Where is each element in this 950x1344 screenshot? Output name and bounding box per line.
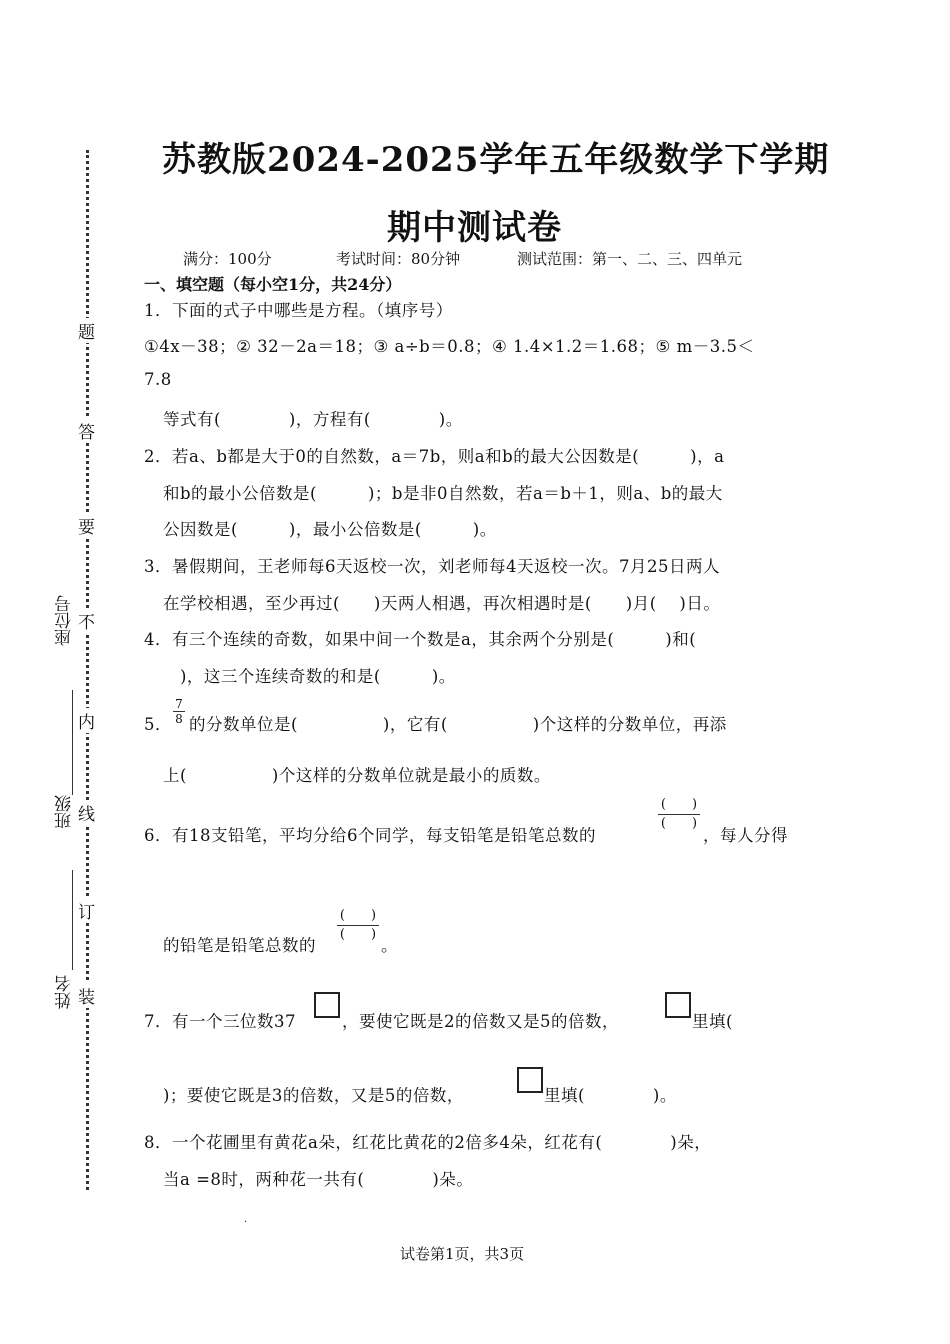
q7-box-3 xyxy=(517,1067,543,1093)
q1-line4: 等式有( )，方程有( )。 xyxy=(163,410,463,429)
q6-fraction-1-denominator: ( ) xyxy=(660,816,698,831)
seat-underline xyxy=(72,690,74,795)
q7-box-2 xyxy=(665,992,691,1018)
q7-line2-a: )；要使它既是3的倍数，又是5的倍数， xyxy=(163,1086,464,1105)
warning-char-1: 题 xyxy=(78,318,95,343)
full-score: 满分：100分 xyxy=(183,250,272,268)
q3-line1: 3．暑假期间，王老师每6天返校一次，刘老师每4天返校一次。7月25日两人 xyxy=(144,557,720,576)
q1-line3: 7.8 xyxy=(144,370,172,389)
q7-box-1 xyxy=(314,992,340,1018)
q7-line1-a: 7．有一个三位数37 xyxy=(144,1012,296,1031)
q5-line2: 上( )个这样的分数单位就是最小的质数。 xyxy=(163,766,551,785)
q8-line2: 当a =8时，两种花一共有( )朵。 xyxy=(163,1170,474,1189)
q4-line1: 4．有三个连续的奇数，如果中间一个数是a，其余两个分别是( )和( xyxy=(144,630,697,649)
q2-line3: 公因数是( )，最小公倍数是( )。 xyxy=(163,520,497,539)
q1-line1: 1．下面的式子中哪些是方程。（填序号） xyxy=(144,301,453,320)
q6-line2: 的铅笔是铅笔总数的 xyxy=(163,936,316,955)
q7-line1-c: 里填( xyxy=(692,1012,733,1031)
q6-line2-tail: 。 xyxy=(381,936,398,955)
q5-fraction-numerator: 7 xyxy=(173,697,185,712)
footer-dot: . xyxy=(244,1214,248,1225)
warning-char-5: 内 xyxy=(78,708,95,733)
page-title-line1: 苏教版2024-2025学年五年级数学下学期 xyxy=(162,140,830,180)
exam-range: 测试范围：第一、二、三、四单元 xyxy=(517,250,743,268)
warning-char-4: 不 xyxy=(78,608,95,633)
q7-line2-b: 里填( )。 xyxy=(544,1086,677,1105)
q5-number: 5． xyxy=(144,715,172,734)
binding-dotted-line xyxy=(86,150,89,1190)
name-label: 姓名 xyxy=(55,975,75,1009)
warning-char-8: 装 xyxy=(78,983,95,1008)
section-title: 一、填空题（每小空1分，共24分） xyxy=(144,275,402,294)
q7-line1-b: ，要使它既是2的倍数又是5的倍数， xyxy=(342,1012,619,1031)
q6-fraction-1 xyxy=(658,796,700,833)
warning-char-2: 答 xyxy=(78,418,95,443)
q5-fraction-denominator: 8 xyxy=(175,712,183,726)
q3-line2: 在学校相遇，至少再过( )天两人相遇，再次相遇时是( )月( )日。 xyxy=(163,594,721,613)
q5-fraction xyxy=(173,697,185,726)
q2-line2: 和b的最小公倍数是( )；b是非0自然数，若a＝b＋1，则a、b的最大 xyxy=(163,484,723,503)
warning-char-7: 订 xyxy=(78,898,95,923)
q2-line1: 2．若a、b都是大于0的自然数，a＝7b，则a和b的最大公因数是( )，a xyxy=(144,447,725,466)
class-label: 班级 xyxy=(55,795,75,829)
q6-line1-tail: ，每人分得 xyxy=(703,826,788,845)
q6-fraction-2-numerator: ( ) xyxy=(337,907,379,926)
page-title-line2: 期中测试卷 xyxy=(387,208,562,248)
q6-line1: 6．有18支铅笔，平均分给6个同学，每支铅笔是铅笔总数的 xyxy=(144,826,596,845)
q4-line2: )，这三个连续奇数的和是( )。 xyxy=(180,667,456,686)
page-number: 试卷第1页，共3页 xyxy=(400,1245,525,1263)
q6-fraction-1-numerator: ( ) xyxy=(658,796,700,815)
q1-line2: ①4x－38；② 32－2a＝18；③ a÷b＝0.8；④ 1.4×1.2＝1.68；⑤ m－3.5＜ xyxy=(144,337,755,356)
q5-line1: 的分数单位是( )，它有( )个这样的分数单位，再添 xyxy=(189,715,727,734)
q6-fraction-2 xyxy=(337,907,379,944)
seat-number-label: 座位号 xyxy=(55,595,75,646)
q6-fraction-2-denominator: ( ) xyxy=(339,927,377,942)
exam-time: 考试时间：80分钟 xyxy=(336,250,461,268)
q8-line1: 8．一个花圃里有黄花a朵，红花比黄花的2倍多4朵，红花有( )朵， xyxy=(144,1133,712,1152)
class-underline xyxy=(72,870,73,970)
warning-char-6: 线 xyxy=(78,800,95,825)
warning-char-3: 要 xyxy=(78,513,95,538)
